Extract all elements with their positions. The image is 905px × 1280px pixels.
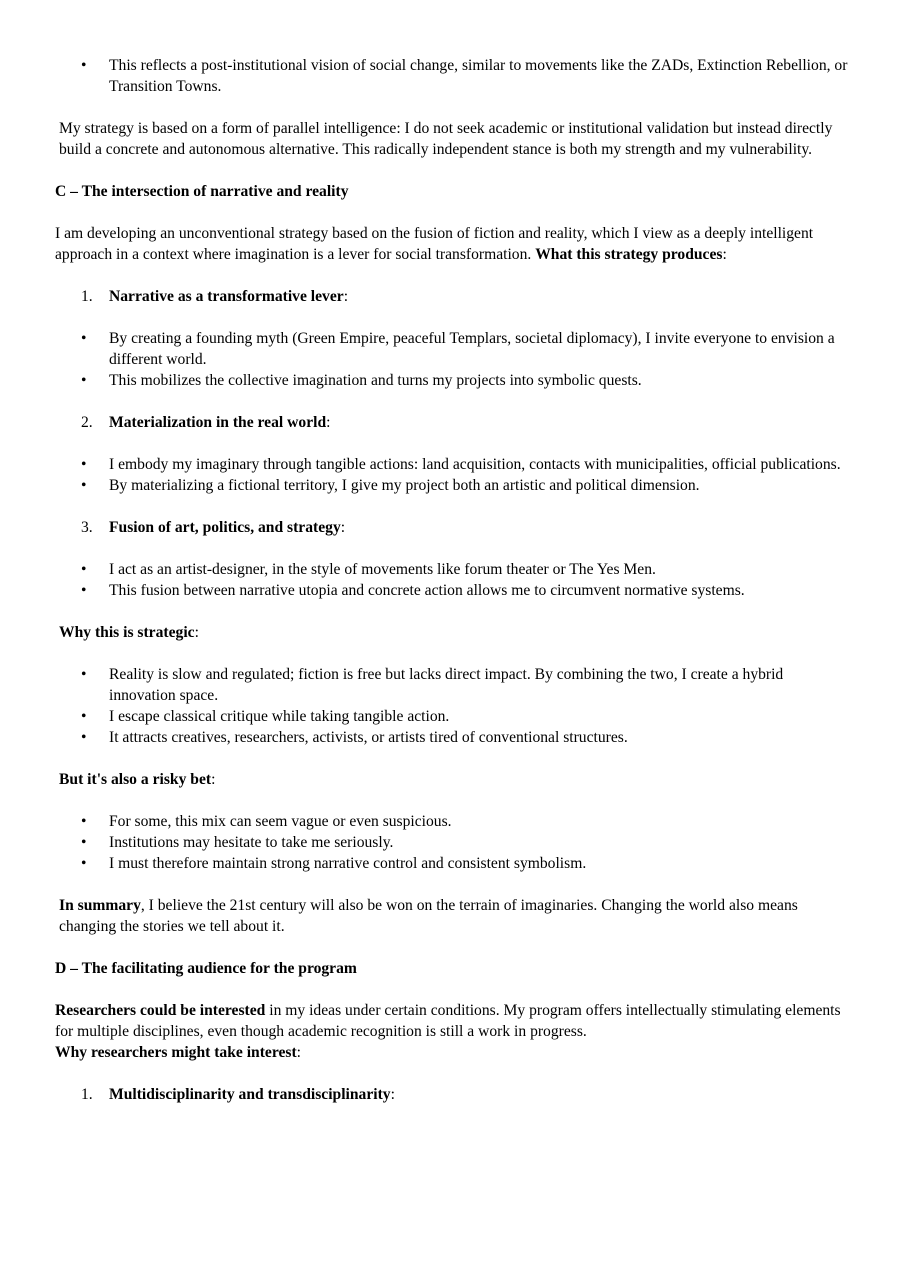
- list-item: 1. Narrative as a transformative lever:: [81, 288, 349, 305]
- risky-bet-bullets: [55, 811, 850, 874]
- numbered-item-1: [55, 286, 850, 307]
- bullet-icon: •: [81, 330, 87, 347]
- list-item: • This reflects a post-institutional vision of social change, similar to movements like the ZADs, Extinction Rebellion, or Transition Towns.: [81, 57, 848, 95]
- bullet-icon: •: [81, 666, 87, 683]
- item-1-bullets: [55, 328, 850, 391]
- bullet-icon: •: [81, 855, 87, 872]
- list-item: • This fusion between narrative utopia and concrete action allows me to circumvent normative systems.: [81, 582, 745, 599]
- bullet-icon: •: [81, 477, 87, 494]
- bullet-icon: •: [81, 57, 87, 74]
- bullet-icon: •: [81, 372, 87, 389]
- bullet-icon: •: [81, 813, 87, 830]
- top-bullet-list: [55, 55, 850, 97]
- list-item: 3. Fusion of art, politics, and strategy:: [81, 519, 346, 536]
- bullet-icon: •: [81, 708, 87, 725]
- why-strategic-bullets: [55, 664, 850, 748]
- list-item: • Reality is slow and regulated; fiction is free but lacks direct impact. By combining the two, I create a hybrid innovation space.: [81, 666, 784, 704]
- list-item: • I embody my imaginary through tangible actions: land acquisition, contacts with municipalities, official publications.: [81, 456, 841, 473]
- list-item: • For some, this mix can seem vague or even suspicious.: [81, 813, 452, 830]
- section-c-intro: I am developing an unconventional strategy based on the fusion of fiction and reality, which I view as a deeply intelligent approach in a context where imagination is a lever for social transformation. What this strategy produces:: [55, 225, 814, 263]
- numbered-item-3: [55, 517, 850, 538]
- list-item: • Institutions may hesitate to take me seriously.: [81, 834, 394, 851]
- section-d-intro: Researchers could be interested in my ideas under certain conditions. My program offers intellectually stimulating elements for multiple disciplines, even though academic recognition is still a work in progress. Why researchers might take interest:: [55, 1002, 841, 1061]
- section-d-numbered-item-1: [55, 1084, 850, 1105]
- list-item: • This mobilizes the collective imagination and turns my projects into symbolic quests.: [81, 372, 642, 389]
- section-c-heading: C – The intersection of narrative and reality: [55, 183, 349, 200]
- section-d-heading: D – The facilitating audience for the program: [55, 960, 357, 977]
- bullet-icon: •: [81, 729, 87, 746]
- numbered-item-2: [55, 412, 850, 433]
- bullet-icon: •: [81, 582, 87, 599]
- list-item: 2. Materialization in the real world:: [81, 414, 331, 431]
- bullet-icon: •: [81, 834, 87, 851]
- why-strategic-heading: Why this is strategic:: [59, 624, 199, 641]
- list-item: • By creating a founding myth (Green Empire, peaceful Templars, societal diplomacy), I invite everyone to envision a different world.: [81, 330, 835, 368]
- item-3-bullets: [55, 559, 850, 601]
- strategy-paragraph: My strategy is based on a form of parallel intelligence: I do not seek academic or institutional validation but instead directly build a concrete and autonomous alternative. This radically independent stance is both my strength and my vulnerability.: [59, 120, 833, 158]
- bullet-icon: •: [81, 456, 87, 473]
- list-item: • It attracts creatives, researchers, activists, or artists tired of conventional structures.: [81, 729, 628, 746]
- summary-paragraph: In summary, I believe the 21st century will also be won on the terrain of imaginaries. Changing the world also means changing the stories we tell about it.: [59, 897, 798, 935]
- risky-bet-heading: But it's also a risky bet:: [59, 771, 216, 788]
- bullet-icon: •: [81, 561, 87, 578]
- list-item: • I escape classical critique while taking tangible action.: [81, 708, 450, 725]
- list-item: • By materializing a fictional territory, I give my project both an artistic and political dimension.: [81, 477, 700, 494]
- list-item: 1. Multidisciplinarity and transdisciplinarity:: [81, 1086, 395, 1103]
- list-item: • I act as an artist-designer, in the style of movements like forum theater or The Yes Men.: [81, 561, 656, 578]
- list-item: • I must therefore maintain strong narrative control and consistent symbolism.: [81, 855, 587, 872]
- item-2-bullets: [55, 454, 850, 496]
